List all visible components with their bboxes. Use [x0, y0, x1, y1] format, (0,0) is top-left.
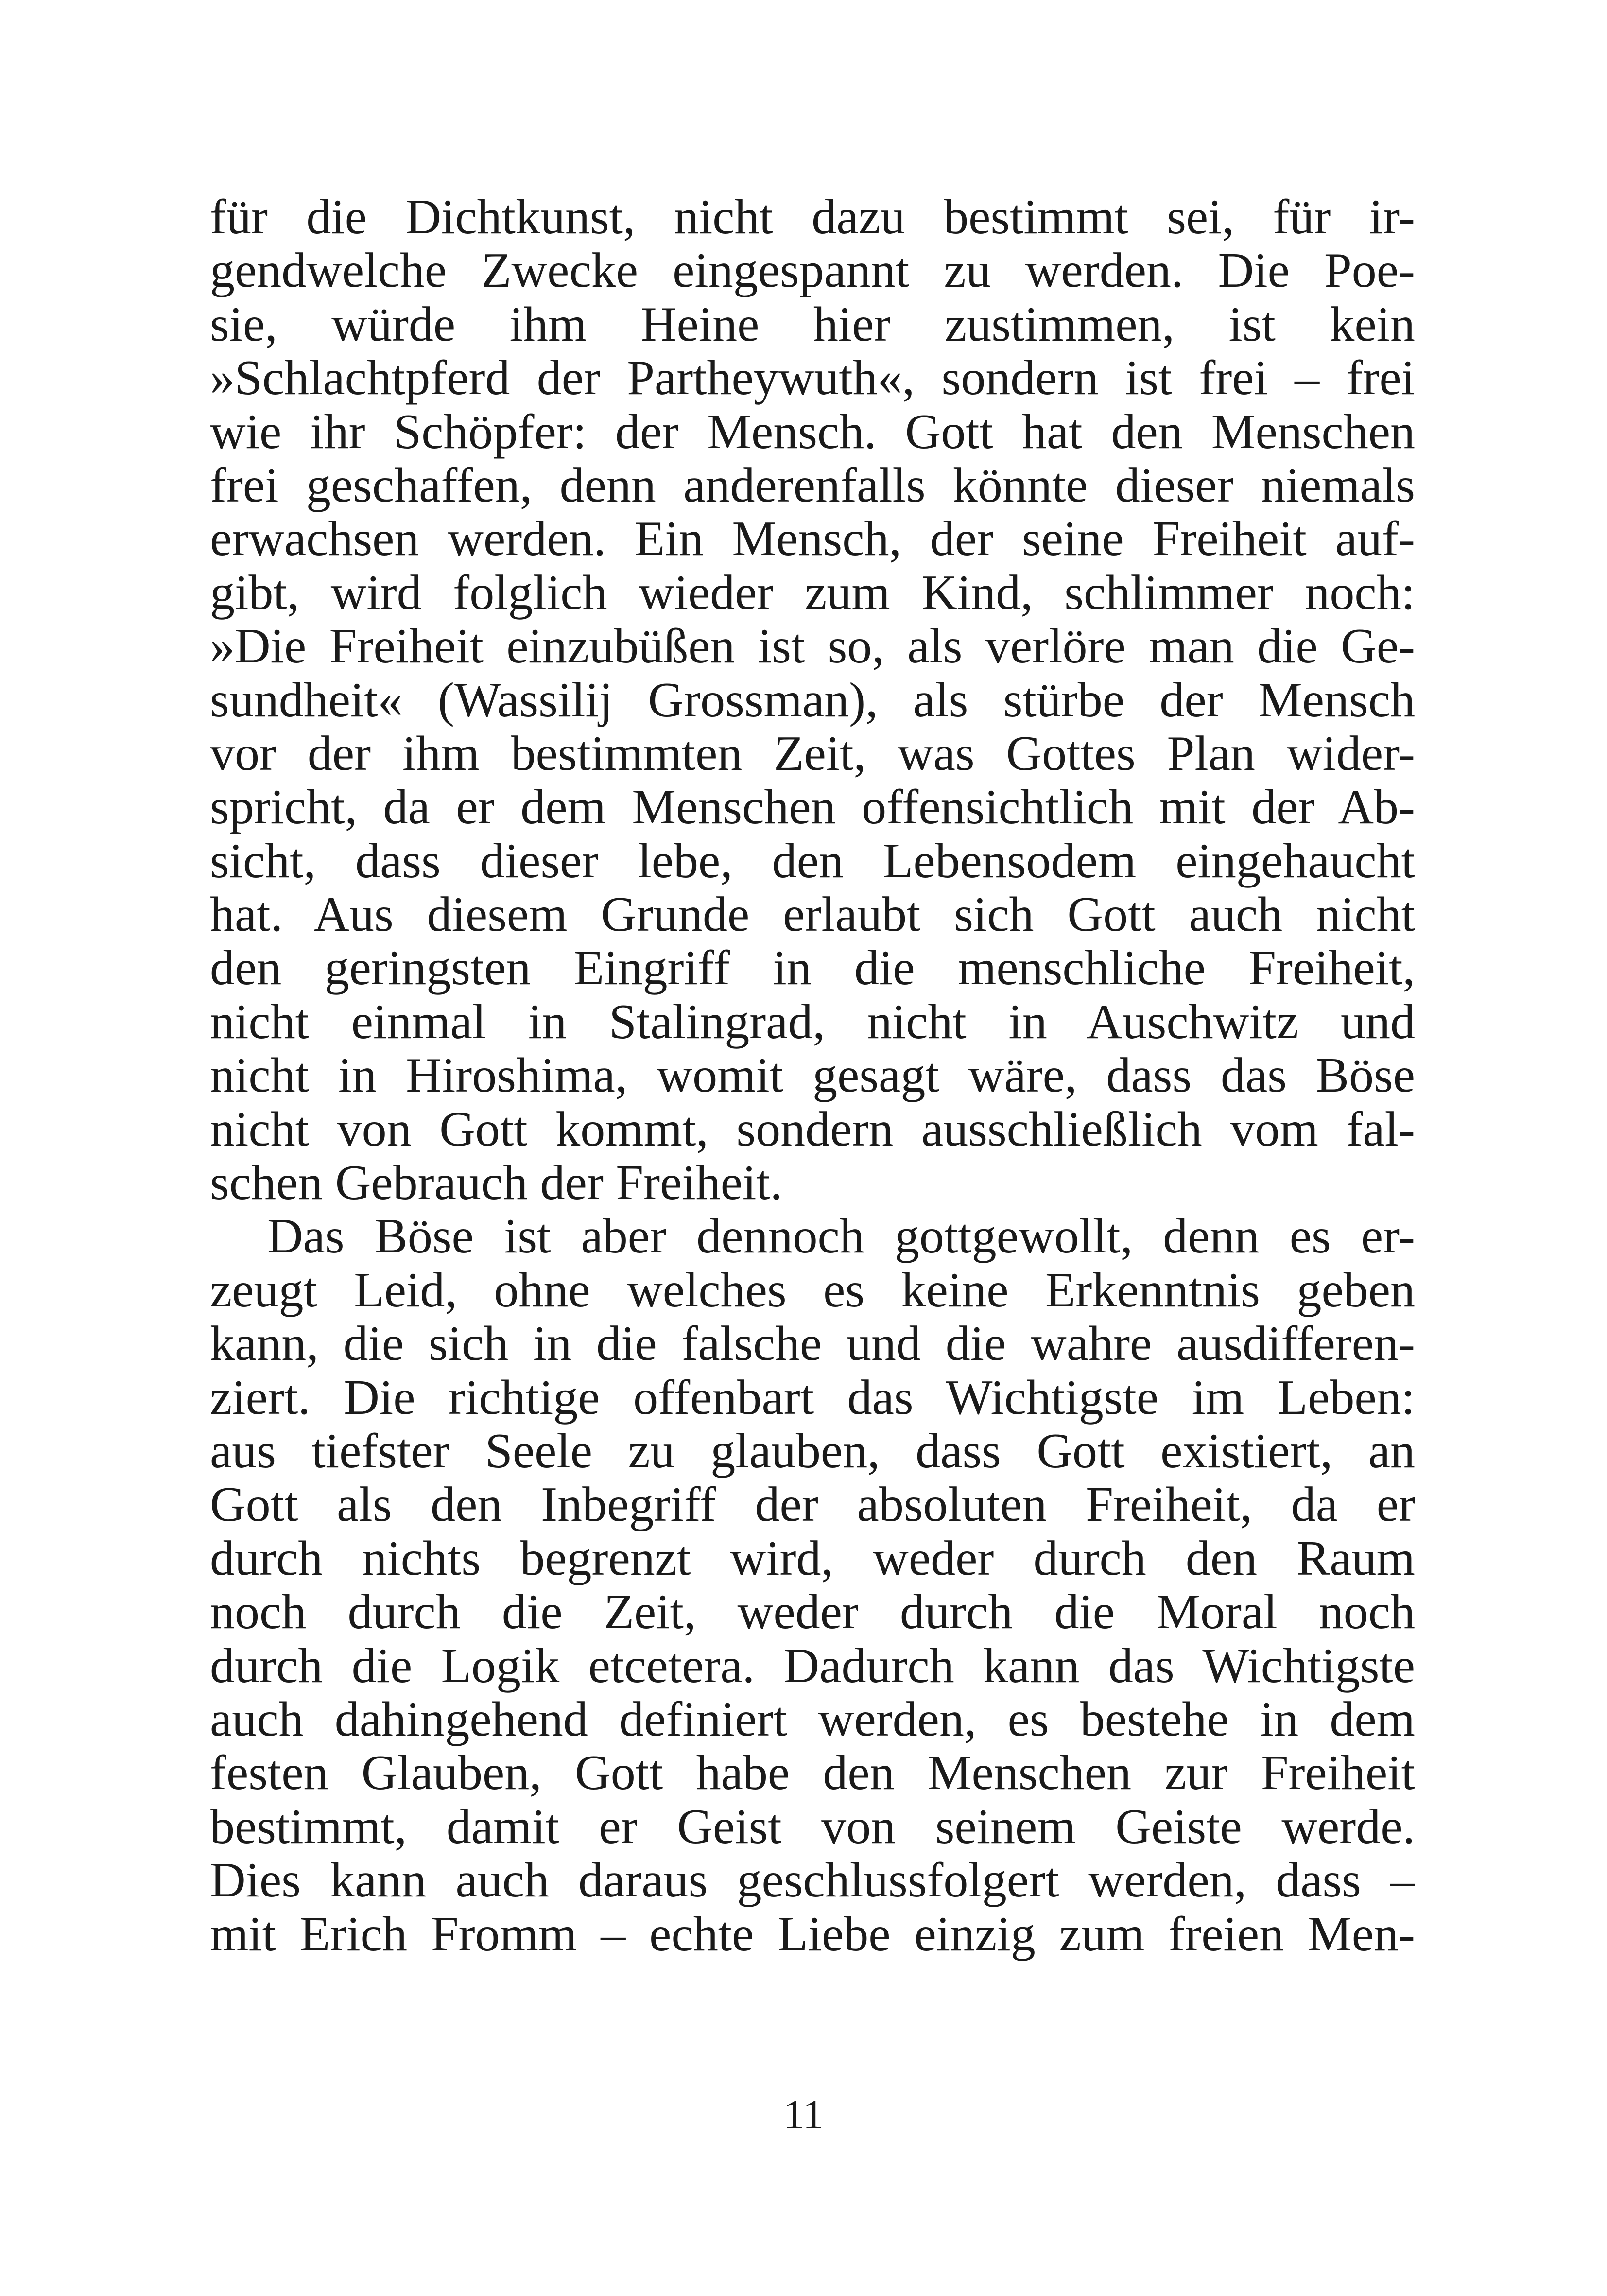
text-line: sicht, dass dieser lebe, den Lebensodem eingehaucht [210, 834, 1415, 888]
paragraph [210, 191, 1415, 1210]
text-line: erwachsen werden. Ein Mensch, der seine Freiheit auf- [210, 512, 1415, 566]
text-line: durch die Logik etcetera. Dadurch kann das Wichtigste [210, 1639, 1415, 1693]
text-line: festen Glauben, Gott habe den Menschen zur Freiheit [210, 1746, 1415, 1800]
text-line: schen Gebrauch der Freiheit. [210, 1156, 783, 1210]
text-line: noch durch die Zeit, weder durch die Moral noch [210, 1585, 1415, 1639]
text-line: nicht einmal in Stalingrad, nicht in Auschwitz und [210, 995, 1415, 1049]
text-line: Das Böse ist aber dennoch gottgewollt, denn es er- [267, 1210, 1415, 1264]
text-line: Gott als den Inbegriff der absoluten Freiheit, da er [210, 1478, 1415, 1532]
text-line: spricht, da er dem Menschen offensichtlich mit der Ab- [210, 781, 1415, 835]
text-line: wie ihr Schöpfer: der Mensch. Gott hat den Menschen [210, 405, 1415, 459]
text-line: zeugt Leid, ohne welches es keine Erkenntnis geben [210, 1263, 1415, 1318]
text-line: kann, die sich in die falsche und die wahre ausdifferen- [210, 1317, 1415, 1371]
text-line: frei geschaffen, denn anderenfalls könnte dieser niemals [210, 458, 1415, 513]
text-line: nicht von Gott kommt, sondern ausschließlich vom fal- [210, 1102, 1415, 1157]
text-line: hat. Aus diesem Grunde erlaubt sich Gott auch nicht [210, 888, 1415, 942]
text-line: gendwelche Zwecke eingespannt zu werden. Die Poe- [210, 244, 1415, 298]
paragraph [210, 1210, 1415, 1961]
text-line: aus tiefster Seele zu glauben, dass Gott existiert, an [210, 1424, 1415, 1478]
page-number: 11 [783, 2091, 824, 2138]
text-line: ziert. Die richtige offenbart das Wichtigste im Leben: [210, 1371, 1415, 1425]
text-line: »Die Freiheit einzubüßen ist so, als verlöre man die Ge- [210, 620, 1415, 674]
text-line: den geringsten Eingriff in die menschliche Freiheit, [210, 941, 1415, 995]
text-line: für die Dichtkunst, nicht dazu bestimmt sei, für ir- [210, 191, 1415, 244]
text-line: Dies kann auch daraus geschlussfolgert werden, dass – [210, 1854, 1415, 1908]
text-line: nicht in Hiroshima, womit gesagt wäre, dass das Böse [210, 1049, 1415, 1103]
text-line: sie, würde ihm Heine hier zustimmen, ist kein [210, 297, 1415, 352]
text-line: mit Erich Fromm – echte Liebe einzig zum freien Men- [210, 1907, 1415, 1961]
text-line: »Schlachtpferd der Partheywuth«, sondern ist frei – frei [210, 351, 1415, 405]
text-line: bestimmt, damit er Geist von seinem Geiste werde. [210, 1800, 1415, 1854]
text-line: auch dahingehend definiert werden, es bestehe in dem [210, 1692, 1415, 1747]
text-line: durch nichts begrenzt wird, weder durch den Raum [210, 1531, 1415, 1586]
text-line: sundheit« (Wassilij Grossman), als stürbe der Mensch [210, 673, 1415, 727]
text-line: gibt, wird folglich wieder zum Kind, schlimmer noch: [210, 566, 1415, 620]
page-text-block [210, 191, 1415, 1961]
text-line: vor der ihm bestimmten Zeit, was Gottes Plan wider- [210, 727, 1415, 781]
